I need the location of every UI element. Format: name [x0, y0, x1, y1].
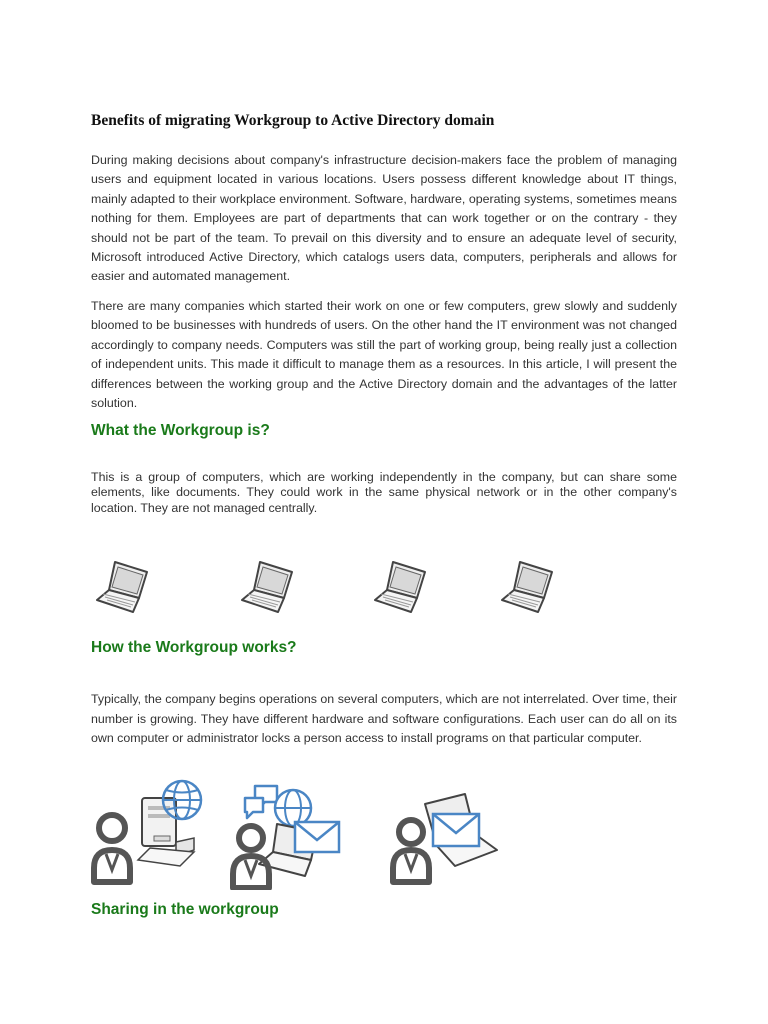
section-heading-what-workgroup: What the Workgroup is?: [91, 422, 270, 439]
document-title: Benefits of migrating Workgroup to Active Directory domain: [91, 112, 495, 129]
section-2-paragraph: Typically, the company begins operations on several computers, which are not interrelated. Over time, their number is growing. They have different hardware and software configurations. Each user can do all on its own computer or administrator locks a person access to install programs on that particular computer.: [91, 692, 677, 746]
laptop-icon: [498, 558, 560, 616]
section-heading-how-workgroup-works: How the Workgroup works?: [91, 639, 297, 656]
laptop-icon: [371, 558, 433, 616]
section-1-paragraph: This is a group of computers, which are working independently in the company, but can share some elements, like documents. They could work in the same physical network or in the other company's location. They are not managed centrally.: [91, 470, 677, 515]
laptop-icon: [238, 558, 300, 616]
section-heading-sharing-in-workgroup: Sharing in the workgroup: [91, 901, 279, 918]
user-laptop-globe-chat-mail-icon: [225, 778, 349, 890]
user-desktop-globe-icon: [90, 778, 210, 890]
laptop-icon: [93, 558, 155, 616]
intro-paragraph-2: There are many companies which started their work on one or few computers, grew slowly and suddenly bloomed to be businesses with hundreds of users. On the other hand the IT environment was not changed accordingly to company needs. Computers was still the part of working group, being really just a collection of independent units. This made it difficult to manage them as a resources. In this article, I will present the differences between the working group and the Active Directory domain and the advantages of the latter solution.: [91, 299, 677, 411]
intro-paragraph-1: During making decisions about company's infrastructure decision-makers face the problem of managing users and equipment located in various locations. Users possess different knowledge about IT things, mainly adapted to their workplace environment. Software, hardware, operating systems, sometimes means nothing for them. Employees are part of departments that can work together or on the contrary - they should not be part of the team. To prevail on this diversity and to ensure an adequate level of security, Microsoft introduced Active Directory, which catalogs users data, computers, peripherals and allows for easier and automated management.: [91, 153, 677, 284]
user-laptop-mail-icon: [385, 790, 505, 890]
